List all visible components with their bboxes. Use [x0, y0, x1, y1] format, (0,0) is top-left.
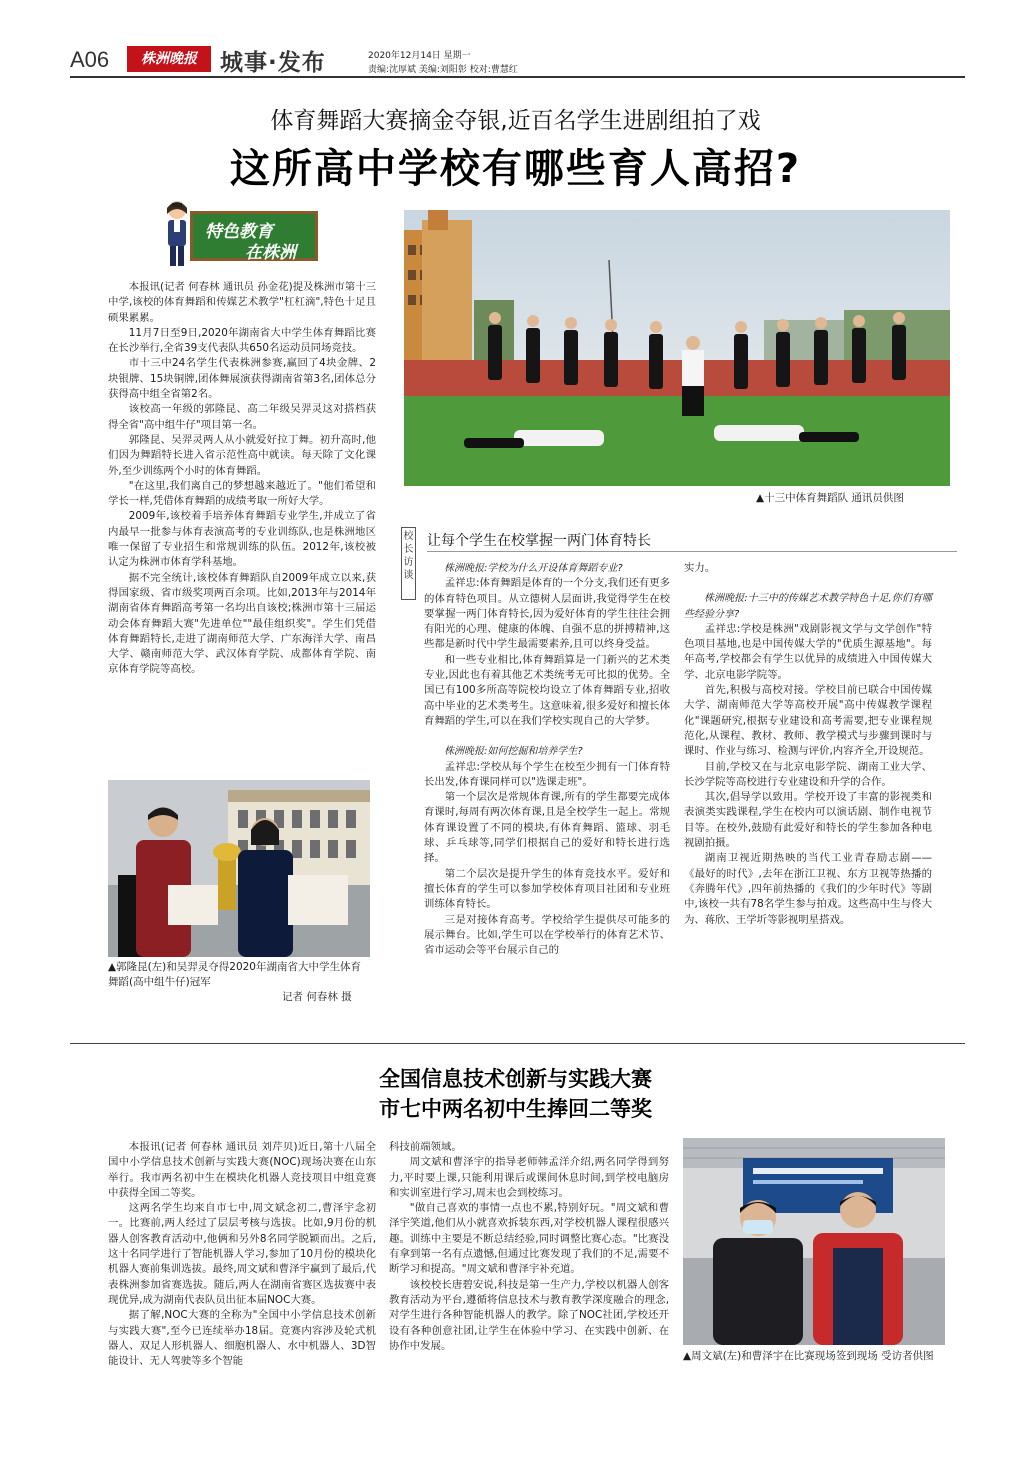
robotics-students-caption: ▲周文斌(左)和曹泽宇在比赛现场签到现场 受访者供图	[683, 1350, 934, 1362]
paragraph-spacer	[684, 576, 932, 591]
article-divider	[70, 1043, 965, 1044]
paragraph: 目前,学校又在与北京电影学院、湖南工业大学、长沙学院等高校进行专业建设和升学的合作。	[684, 760, 932, 788]
paragraph: 实力。	[684, 562, 716, 574]
paragraph: 这两名学生均来自市七中,周文斌念初二,曹泽宇念初一。比赛前,两人经过了层层考核与选拔。比如,9月份的机器人创客教育活动中,他俩和另外8名同学脱颖而出。之后,这十名同学进行了智能机器人学习,参加了10月份的模块化机器人赛前集训选拔。最终,周文斌和曹泽宇赢到了最后,代表株洲参加省赛选拔。随后,两人在湖南省赛区选拔赛中表现优异,成为湖南代表队员出征本届NOC大赛。	[108, 1202, 376, 1306]
interview-title: 让每个学生在校掌握一两门体育特长	[427, 533, 651, 549]
paragraph: 11月7日至9日,2020年湖南省大中学生体育舞蹈比赛在长沙举行,全省39支代表队共650名运动员同场竞技。	[108, 326, 376, 355]
newspaper-logo: 株洲晚报	[127, 46, 211, 72]
paragraph: 该校校长唐碧安说,科技是第一生产力,学校以机器人创客教育活动为平台,遵循将信息技术与教育教学深度融合的理念,对学生进行各种智能机器人的教学。除了NOC社团,学校还开设有各种创意社团,让学生在体验中学习、在实践中创新、在协作中发展。	[389, 1278, 669, 1352]
article2-title-line-2: 市七中两名初中生捧回二等奖	[379, 1096, 652, 1121]
paragraph: 周文斌和曹泽宇的指导老师韩孟洋介绍,两名同学得到努力,平时要上课,只能利用课后或课间休息时间,到学校电脑房和实训室进行学习,周末也会到校练习。	[389, 1156, 669, 1199]
interview-column-1	[424, 561, 670, 958]
issue-date: 2020年12月14日 星期一	[368, 51, 471, 61]
paragraph: 2009年,该校着手培养体育舞蹈专业学生,并成立了省内最早一批参与体育表演高考的专业训练队,也是株洲地区唯一保留了专业招生和常规训练的队伍。2012年,该校被认定为株洲市体育学科基地。	[108, 510, 376, 569]
header-rule	[70, 76, 965, 78]
article1-column-left	[108, 280, 376, 678]
article1-title: 这所高中学校有哪些育人高招?	[229, 146, 802, 192]
champions-image	[108, 780, 370, 957]
badge-board	[190, 211, 318, 261]
paragraph: "在这里,我们离自己的梦想越来越近了。"他们希望和学长一样,凭借体育舞蹈的成绩考取一所好大学。	[108, 479, 376, 508]
paragraph: 据不完全统计,该校体育舞蹈队自2009年成立以来,获得国家级、省市级奖项两百余项。比如,2013年与2014年湖南省体育舞蹈高考第一名均出自该校;株洲市第十三届运动会体育舞蹈大赛"先进单位""最佳组织奖"。学生们凭借体育舞蹈特长,走进了湖南师范大学、广东海洋大学、南昌大学、赣南师范大学、武汉体育学院、成都体育学院、南京体育学院等高校。	[108, 571, 376, 676]
interview-column-2	[684, 561, 932, 928]
paragraph: 该校高一年级的郭隆昆、高二年级吴羿灵这对搭档获得全省"高中组牛仔"项目第一名。	[108, 403, 376, 431]
paragraph: 其次,倡导学以致用。学校开设了丰富的影视类和表演类实践课程,学生在校内可以演话剧、制作电视节目等。在校外,鼓励有此爱好和特长的学生参加各种电视剧拍摄。	[684, 791, 932, 850]
paragraph: "做自己喜欢的事情一点也不累,特别好玩。"周文斌和曹泽宇笑道,他们从小就喜欢拆装东西,对学校机器人课程很感兴趣。训练中主要是不断总结经验,同时调整比赛心态。"比赛没有拿到第一名有点遗憾,但通过比赛发现了我们的不足,需要不断学习和提高。"周文斌和曹泽宇补充道。	[389, 1202, 669, 1276]
paragraph: 郭隆昆、吴羿灵两人从小就爱好拉丁舞。初升高时,他们因为舞蹈特长进入省示范性高中就读。每天除了文化课外,至少训练两个小时的体育舞蹈。	[108, 433, 376, 477]
champions-caption-text: ▲郭隆昆(左)和吴羿灵夺得2020年湖南省大中学生体育舞蹈(高中组牛仔)冠军	[108, 961, 361, 988]
paragraph: 孟祥忠:学校是株洲"戏剧影视文学与文学创作"特色项目基地,也是中国传媒大学的"优质生源基地"。每年高考,学校都会有学生以优异的成绩进入中国传媒大学、北京电影学院等。	[684, 622, 932, 681]
dance-team-photo	[404, 210, 950, 486]
dance-team-caption: ▲十三中体育舞蹈队 通讯员供图	[756, 492, 904, 504]
paragraph: 第二个层次是提升学生的体育竞技水平。爱好和擅长体育的学生可以参加学校体育项目社团和专业班训练体育特长。	[424, 867, 670, 911]
paragraph: 第一个层次是常规体育课,所有的学生都要完成体育课时,每周有两次体育课,且是全校学生一起上。常规体育课设置了不同的模块,有体育舞蹈、篮球、羽毛球、乒乓球等,同学们根据自己的爱好和特长进行选择。	[424, 791, 670, 865]
champions-caption	[108, 960, 370, 990]
robotics-students-photo	[683, 1138, 945, 1345]
interview-rule	[427, 551, 957, 552]
feature-badge	[160, 198, 320, 268]
paragraph: 首先,积极与高校对接。学校目前已联合中国传媒大学、湖南师范大学等高校开展"高中传媒教学课程化"课题研究,根据专业建设和高考需要,把专业课程规范化,从课程、教材、教师、教学模式与步骤到课时与课时、作业与练习、检测与评价,内容齐全,开设规范。	[684, 684, 932, 758]
champions-photo	[108, 780, 370, 957]
section-name: 城事·发布	[220, 50, 326, 76]
robotics-students-image	[683, 1138, 945, 1345]
paragraph: 据了解,NOC大赛的全称为"全国中小学信息技术创新与实践大赛",至今已连续举办18届。竞赛内容涉及轮式机器人、双足人形机器人、细胞机器人、水中机器人、3D智能设计、无人驾驶等多个智能	[108, 1309, 376, 1368]
paragraph: 孟祥忠:学校从每个学生在校至少拥有一门体育特长出发,体育课同样可以"选课走班"。	[424, 760, 670, 788]
badge-line-2: 在株洲	[245, 243, 296, 263]
champions-photo-credit: 记者 何春林 摄	[282, 991, 352, 1003]
interview-tag: 校长访谈	[401, 527, 416, 600]
article2-column-1	[108, 1140, 376, 1369]
paragraph: 本报讯(记者 何春林 通讯员 刘芹贝)近日,第十八届全国中小学信息技术创新与实践大赛(NOC)现场决赛在山东举行。我市两名初中生在模块化机器人竞技项目中组竞赛中获得全国二等奖。	[108, 1141, 376, 1199]
article2-column-2	[389, 1140, 669, 1354]
paragraph: 市十三中24名学生代表株洲参赛,赢回了4块金牌、2块银牌、15块铜牌,团体舞展演获得湖南省第3名,团体总分获得高中组全省第2名。	[108, 357, 376, 401]
paragraph-spacer	[424, 729, 670, 744]
paragraph: 科技前端领域。	[389, 1141, 462, 1153]
paragraph: 孟祥忠:体育舞蹈是体育的一个分支,我们还有更多的体育特色项目。从立德树人层面讲,我觉得学生在校要掌握一两门体育特长,因为爱好体育的学生往往会拥有阳光的心理、健康的体魄、自强不息的拼搏精神,这些都是新时代中学生最需要素养,且可以终身受益。	[424, 577, 670, 651]
paragraph: 株洲晚报:十三中的传媒艺术教学特色十足,你们有哪些经验分享?	[684, 593, 932, 620]
dance-team-image	[404, 210, 950, 486]
article2-title-line-1: 全国信息技术创新与实践大赛	[379, 1066, 652, 1091]
paragraph: 湖南卫视近期热映的当代工业青春励志剧——《最好的时代》,去年在浙江卫视、东方卫视等热播的《奔腾年代》,四年前热播的《我们的少年时代》等剧中,该校一共有78名学生参与拍戏。这些高中生与佟大为、蒋欣、王学圻等影视明星搭戏。	[684, 852, 932, 926]
paragraph: 本报讯(记者 何春林 通讯员 孙金花)提及株洲市第十三中学,该校的体育舞蹈和传媒艺术教学"杠杠滴",特色十足且硕果累累。	[108, 281, 376, 324]
page-number: A06	[70, 47, 110, 72]
badge-line-1: 特色教育	[205, 222, 273, 242]
editor-credits: 责编:沈厚斌 美编:刘阳彰 校对:曹慧红	[368, 65, 518, 75]
paragraph: 株洲晚报:如何挖掘和培养学生?	[444, 746, 583, 758]
article1-subtitle: 体育舞蹈大赛摘金夺银,近百名学生进剧组拍了戏	[270, 108, 761, 134]
teacher-illustration-icon	[160, 198, 194, 268]
paragraph: 和一些专业相比,体育舞蹈算是一门新兴的艺术类专业,因此也有着其他艺术类统考无可比拟的优势。全国已有100多所高等院校均设立了体育舞蹈专业,招收高中毕业的艺术类考生。这意味着,很多爱好和擅长体育舞蹈的学生,可以在我们学校实现自己的大学梦。	[424, 653, 670, 727]
paragraph: 三是对接体育高考。学校给学生提供尽可能多的展示舞台。比如,学生可以在学校举行的体育艺术节、省市运动会等平台展示自己的	[424, 913, 670, 957]
paragraph: 株洲晚报:学校为什么开设体育舞蹈专业?	[444, 563, 623, 574]
